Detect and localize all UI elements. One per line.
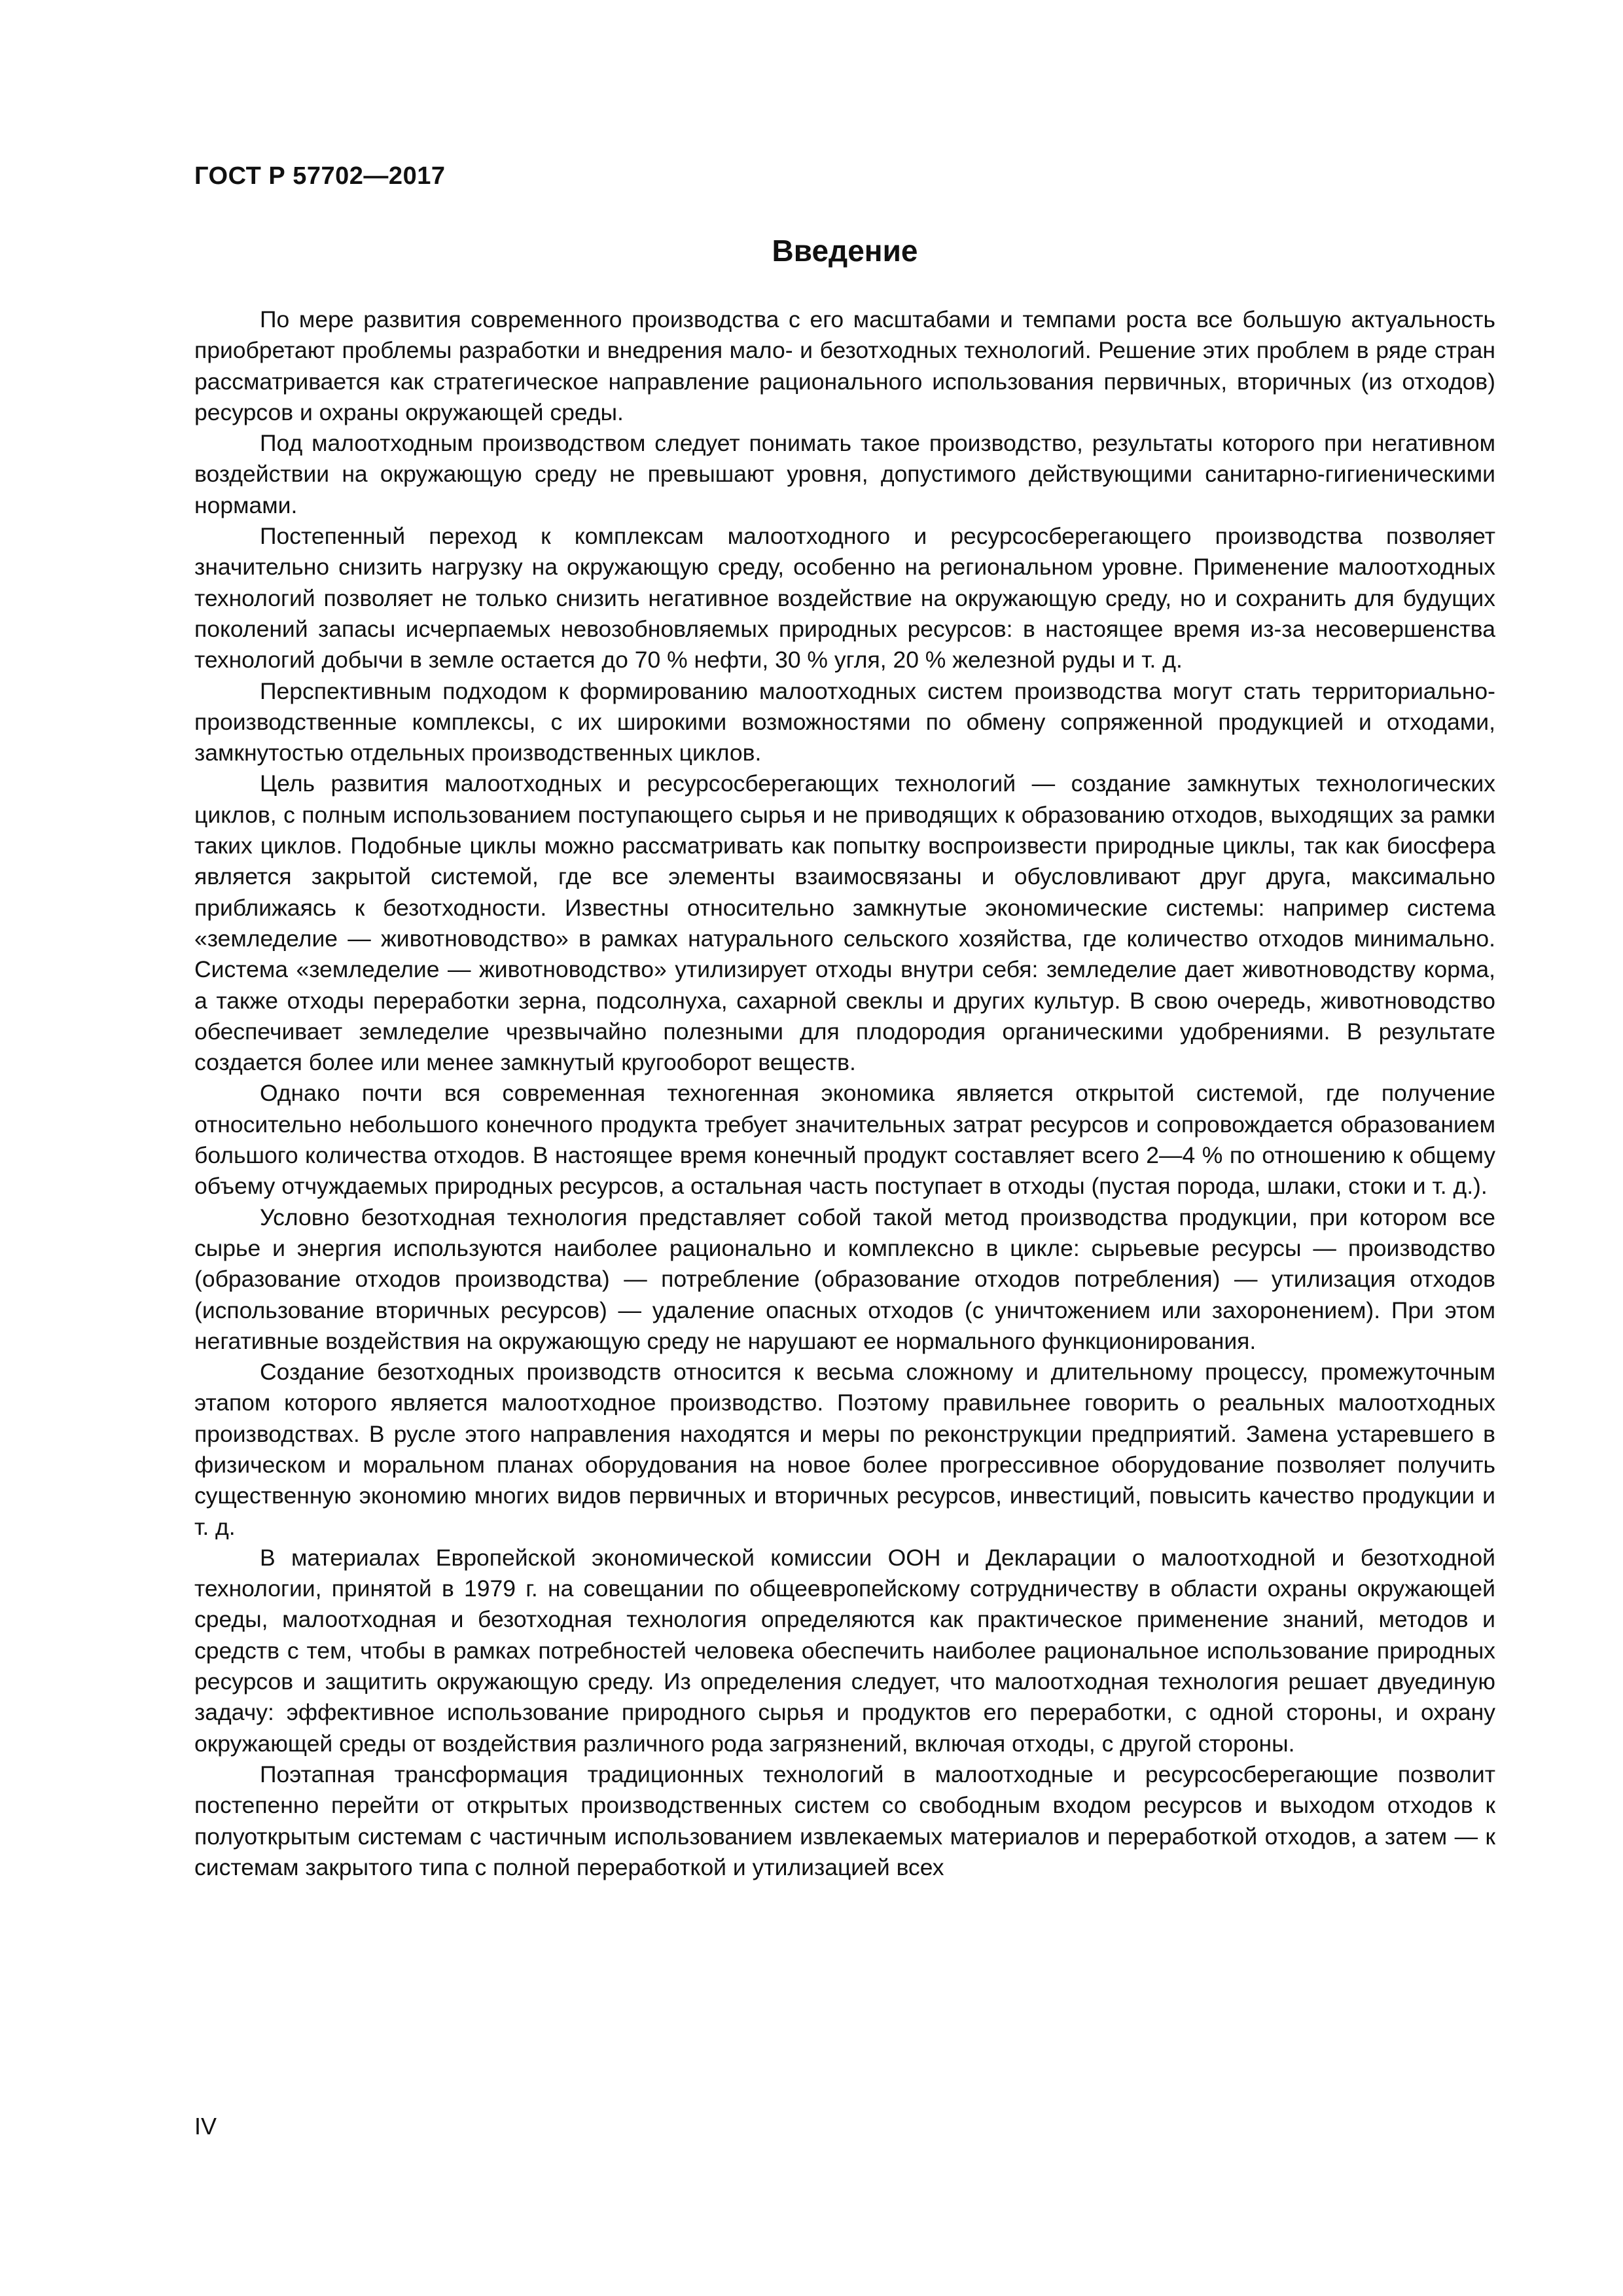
paragraph: По мере развития современного производства с его масштабами и темпами роста все большую актуальность приобретают проблемы разработки и внедрения мало- и безотходных технологий. Решение этих проблем в ряде стран рассматривается как стратегическое направление рационального использования первичных, вторичных (из отходов) ресурсов и охраны окружающей среды.: [194, 306, 1495, 425]
paragraph: Перспективным подходом к формированию малоотходных систем производства могут стать территориально-производственные комплексы, с их широкими возможностями по обмену сопряженной продукцией и отходами, замкнутостью отдельных производственных циклов.: [194, 677, 1495, 766]
paragraph: Создание безотходных производств относится к весьма сложному и длительному процессу, промежуточным этапом которого является малоотходное производство. Поэтому правильнее говорить о реальных малоотходных производствах. В русле этого направления находятся и меры по реконструкции предприятий. Замена устаревшего в физическом и моральном планах оборудования на новое более прогрессивное оборудование позволяет получить существенную экономию многих видов первичных и вторичных ресурсов, инвестиций, повысить качество продукции и т. д.: [194, 1359, 1495, 1540]
paragraph: Условно безотходная технология представляет собой такой метод производства продукции, при котором все сырье и энергия используются наиболее рационально и комплексно в цикле: сырьевые ресурсы — производство (образование отходов производства) — потребление (образование отходов потребления) — утилизация отходов (использование вторичных ресурсов) — удаление опасных отходов (с уничтожением или захоронением). При этом негативные воздействия на окружающую среду не нарушают ее нормального функционирования.: [194, 1204, 1495, 1354]
paragraph: Поэтапная трансформация традиционных технологий в малоотходные и ресурсосберегающие позволит постепенно перейти от открытых производственных систем со свободным входом ресурсов и выходом отходов к полуоткрытым системам с частичным использованием извлекаемых материалов и переработкой отходов, а затем — к системам закрытого типа с полной переработкой и утилизацией всех: [194, 1761, 1495, 1880]
paragraph: В материалах Европейской экономической комиссии ООН и Декларации о малоотходной и безотходной технологии, принятой в 1979 г. на совещании по общеевропейскому сотрудничеству в области охраны окружающей среды, малоотходная и безотходная технология определяются как практическое применение знаний, методов и средств с тем, чтобы в рамках потребностей человека обеспечить наиболее рациональное использование природных ресурсов и защитить окружающую среду. Из определения следует, что малоотходная технология решает двуединую задачу: эффективное использование природного сырья и продуктов его переработки, с одной стороны, и охрану окружающей среды от воздействия различного рода загрязнений, включая отходы, с другой стороны.: [194, 1544, 1495, 1757]
page-number: IV: [194, 2113, 217, 2140]
body-text: [194, 304, 1495, 2242]
paragraph: Однако почти вся современная техногенная экономика является открытой системой, где получение относительно небольшого конечного продукта требует значительных затрат ресурсов и сопровождается образованием большого количества отходов. В настоящее время конечный продукт составляет всего 2—4 % по отношению к общему объему отчуждаемых природных ресурсов, а остальная часть поступает в отходы (пустая порода, шлаки, стоки и т. д.).: [194, 1080, 1495, 1200]
section-title: Введение: [772, 234, 918, 268]
paragraph: Постепенный переход к комплексам малоотходного и ресурсосберегающего производства позволяет значительно снизить нагрузку на окружающую среду, особенно на региональном уровне. Применение малоотходных технологий позволяет не только снизить негативное воздействие на окружающую среду, но и сохранить для будущих поколений запасы исчерпаемых невозобновляемых природных ресурсов: в настоящее время из-за несовершенства технологий добычи в земле остается до 70 % нефти, 30 % угля, 20 % железной руды и т. д.: [194, 523, 1495, 673]
paragraph: Под малоотходным производством следует понимать такое производство, результаты которого при негативном воздействии на окружающую среду не превышают уровня, допустимого действующими санитарно-гигиеническими нормами.: [194, 430, 1495, 518]
document-code-header: ГОСТ Р 57702—2017: [194, 162, 446, 190]
paragraph: Цель развития малоотходных и ресурсосберегающих технологий — создание замкнутых технологических циклов, с полным использованием поступающего сырья и не приводящих к образованию отходов, выходящих за рамки таких циклов. Подобные циклы можно рассматривать как попытку воспроизвести природные циклы, так как биосфера является закрытой системой, где все элементы взаимосвязаны и обусловливают друг друга, максимально приближаясь к безотходности. Известны относительно замкнутые экономические системы: например система «земледелие — животноводство» в рамках натурального сельского хозяйства, где количество отходов минимально. Система «земледелие — животноводство» утилизирует отходы внутри себя: земледелие дает животноводству корма, а также отходы переработки зерна, подсолнуха, сахарной свеклы и других культур. В свою очередь, животноводство обеспечивает земледелие чрезвычайно полезными для плодородия органическими удобрениями. В результате создается более или менее замкнутый кругооборот веществ.: [194, 770, 1495, 1076]
